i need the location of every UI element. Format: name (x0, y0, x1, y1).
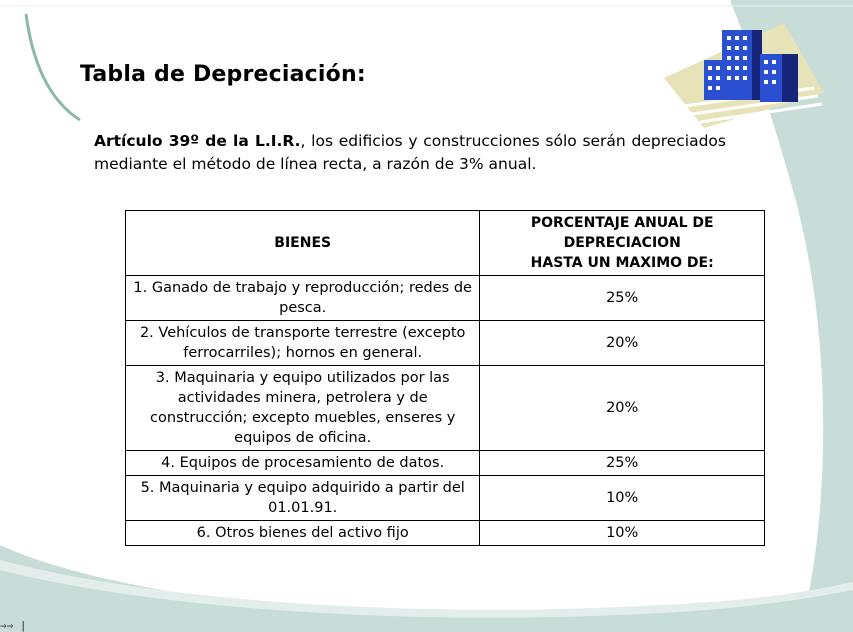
row-bien: 5. Maquinaria y equipo adquirido a partir del 01.01.91. (126, 476, 480, 521)
row-porcentaje: 20% (480, 321, 765, 366)
building-tower-3-side (782, 54, 798, 102)
row-porcentaje: 20% (480, 366, 765, 451)
row-porcentaje: 10% (480, 476, 765, 521)
header-porcentaje-line2: DEPRECIACION (563, 235, 681, 251)
building-tower-3 (760, 54, 782, 102)
table-row (126, 476, 765, 521)
building-tower-2 (722, 30, 752, 100)
top-left-arc (26, 14, 80, 120)
article-text: , los edificios y construcciones sólo serán depreciados mediante el método de línea recta, a razón de 3% anual. (94, 132, 726, 173)
table-row (126, 366, 765, 451)
buildings-clipart-icon (664, 18, 824, 128)
table-row (126, 321, 765, 366)
row-porcentaje: 25% (480, 276, 765, 321)
table-header-row (126, 211, 765, 276)
row-bien: 4. Equipos de procesamiento de datos. (126, 451, 480, 476)
depreciation-table (125, 210, 765, 546)
row-bien: 3. Maquinaria y equipo utilizados por las actividades minera, petrolera y de construcción; excepto muebles, enseres y equipos de oficina. (126, 366, 480, 451)
header-porcentaje (480, 211, 765, 276)
row-bien: 2. Vehículos de transporte terrestre (excepto ferrocarriles); hornos en general. (126, 321, 480, 366)
table-row (126, 521, 765, 546)
row-porcentaje: 10% (480, 521, 765, 546)
table-row (126, 276, 765, 321)
row-bien: 6. Otros bienes del activo fijo (126, 521, 480, 546)
header-porcentaje-line1: PORCENTAJE ANUAL DE (530, 215, 714, 231)
slide-navigation-mark[interactable]: ⇒⇒ | (0, 619, 27, 632)
article-paragraph (94, 130, 726, 176)
page-title: Tabla de Depreciación: (80, 62, 366, 87)
article-reference: Artículo 39º de la L.I.R. (94, 132, 301, 150)
header-bienes: BIENES (126, 211, 480, 276)
table-row (126, 451, 765, 476)
row-porcentaje: 25% (480, 451, 765, 476)
row-bien: 1. Ganado de trabajo y reproducción; redes de pesca. (126, 276, 480, 321)
header-porcentaje-line3: HASTA UN MAXIMO DE: (530, 255, 714, 271)
